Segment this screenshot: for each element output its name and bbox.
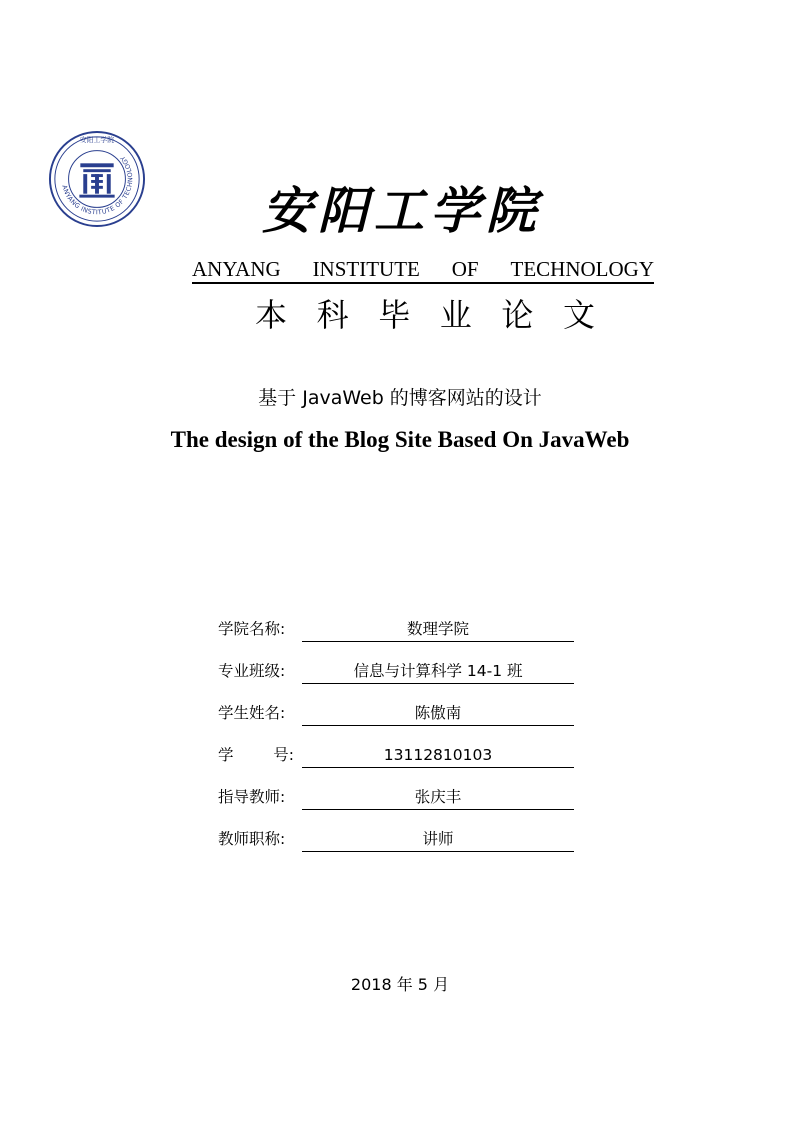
info-row-student-name [218, 700, 578, 726]
info-value: 信息与计算科学 14-1 班 [302, 659, 574, 684]
info-value: 讲师 [302, 827, 574, 852]
school-name-en-word: OF [451, 257, 479, 281]
info-label: 教师职称: [218, 830, 286, 848]
info-row-advisor-title [218, 826, 578, 852]
document-type-char: 本 [255, 296, 288, 334]
info-row-advisor [218, 784, 578, 810]
school-name-en-word: INSTITUTE [312, 257, 420, 281]
seal-top-text: 安阳工学院 [79, 135, 115, 144]
document-type-char: 业 [439, 296, 472, 334]
document-type-char: 论 [501, 296, 534, 334]
school-name-cn: 安阳工学院 [262, 181, 542, 240]
info-label: 专业班级: [218, 662, 286, 680]
document-type-char: 毕 [378, 296, 411, 334]
school-name-en [192, 256, 654, 284]
info-label: 学生姓名: [218, 704, 286, 722]
info-value: 张庆丰 [302, 785, 574, 810]
school-name-en-word: TECHNOLOGY [510, 257, 654, 281]
info-label-char: 号: [273, 746, 294, 764]
university-seal-icon [48, 130, 146, 228]
info-value: 13112810103 [302, 743, 574, 768]
info-label: 学院名称: [218, 620, 286, 638]
info-label: 指导教师: [218, 788, 286, 806]
thesis-title-cn: 基于 JavaWeb 的博客网站的设计 [258, 387, 542, 409]
info-value: 陈傲南 [302, 701, 574, 726]
info-row-class [218, 658, 578, 684]
thesis-title-en: The design of the Blog Site Based On JavaWeb [170, 427, 630, 452]
submission-date: 2018 年 5 月 [350, 975, 450, 994]
document-type-char: 文 [562, 296, 595, 334]
info-value: 数理学院 [302, 617, 574, 642]
school-name-en-word: ANYANG [192, 257, 281, 281]
seal-ring-text: ANYANG INSTITUTE OF TECHNOLOGY [60, 154, 135, 217]
info-label-char: 学 [218, 746, 234, 764]
document-type [255, 292, 595, 338]
info-row-student-id [218, 742, 578, 768]
info-label [218, 742, 294, 768]
info-row-college [218, 616, 578, 642]
document-type-char: 科 [316, 296, 349, 334]
